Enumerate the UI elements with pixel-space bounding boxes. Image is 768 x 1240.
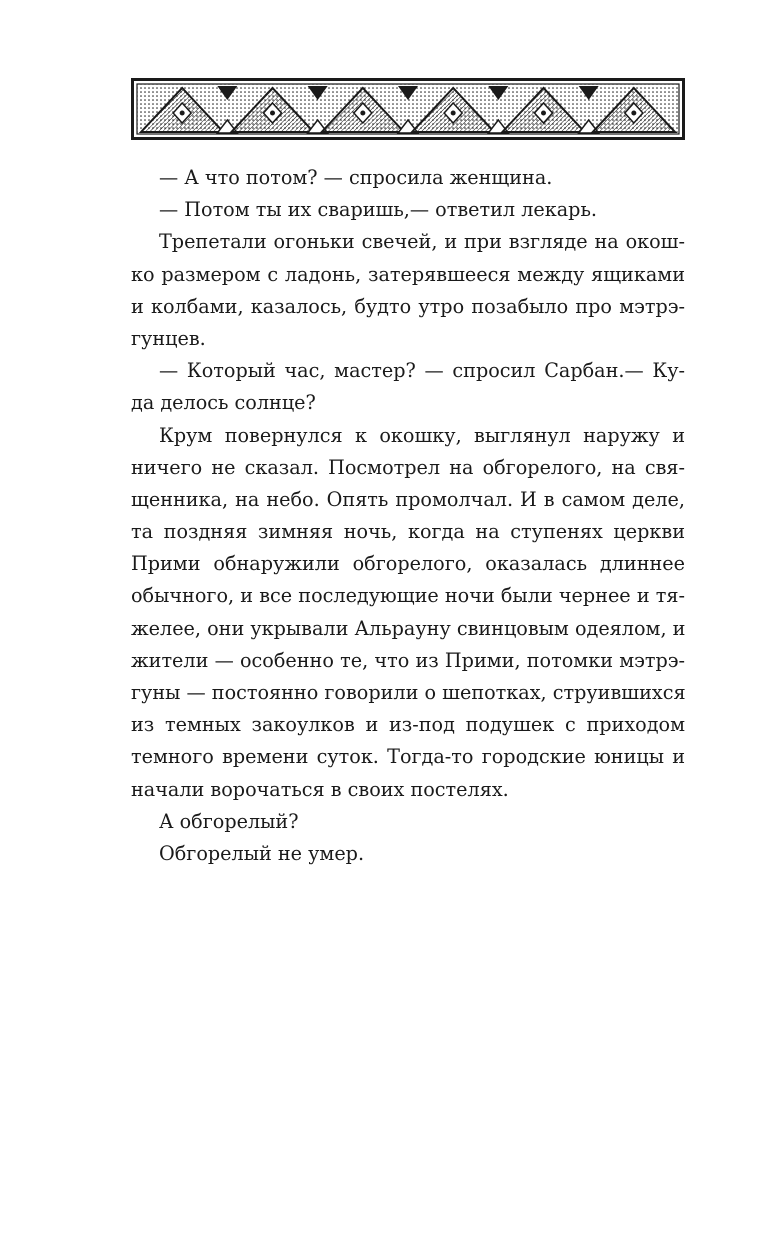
text-line: Обгорелый не умер. [159, 841, 365, 865]
text-line: — Который час, мастер? — спросил Сарбан.— Ку- [159, 359, 685, 383]
text-line: — Потом ты их сваришь,— ответил лекарь. [159, 198, 598, 222]
text-line: обычного, и все последующие ночи были чернее и тя- [131, 584, 685, 608]
text-line: темного времени суток. Тогда-то городские юницы и [131, 745, 685, 769]
ornament-dot [541, 111, 546, 116]
text-line: — А что потом? — спросила женщина. [159, 166, 553, 189]
text-line: гунцев. [131, 326, 206, 350]
text-line: да делось солнце? [131, 391, 316, 415]
text-line: щенника, на небо. Опять промолчал. И в самом деле, [131, 487, 685, 511]
text-line: Прими обнаружили обгорелого, оказалась длиннее [131, 552, 685, 576]
text-line: Трепетали огоньки свечей, и при взгляде на окош- [159, 230, 685, 254]
text-line: А обгорелый? [159, 809, 299, 833]
text-line: из темных закоулков и из-под подушек с приходом [131, 713, 685, 737]
text-line: та поздняя зимняя ночь, когда на ступенях церкви [131, 520, 685, 544]
text-line: желее, они укрывали Альрауну свинцовым одеялом, и [131, 616, 686, 640]
ornament-dot [360, 111, 365, 116]
text-line: Крум повернулся к окошку, выглянул наружу и [159, 423, 685, 447]
ornament-dot [180, 111, 185, 116]
text-line: жители — особенно те, что из Прими, потомки мэтрэ- [131, 648, 685, 672]
ornament-dot [451, 111, 456, 116]
text-line: начали ворочаться в своих постелях. [131, 777, 509, 801]
text-line: ничего не сказал. Посмотрел на обгорелого, на свя- [131, 455, 685, 479]
ornament-dot [270, 111, 275, 116]
text-line: гуны — постоянно говорили о шепотках, струившихся [131, 681, 686, 704]
decorative-header-band-icon [131, 78, 685, 140]
text-line: и колбами, казалось, будто утро позабыло про мэтрэ- [131, 294, 685, 318]
text-line: ко размером с ладонь, затерявшееся между ящиками [131, 262, 685, 286]
body-text [131, 162, 685, 870]
ornament-dot [631, 111, 636, 116]
